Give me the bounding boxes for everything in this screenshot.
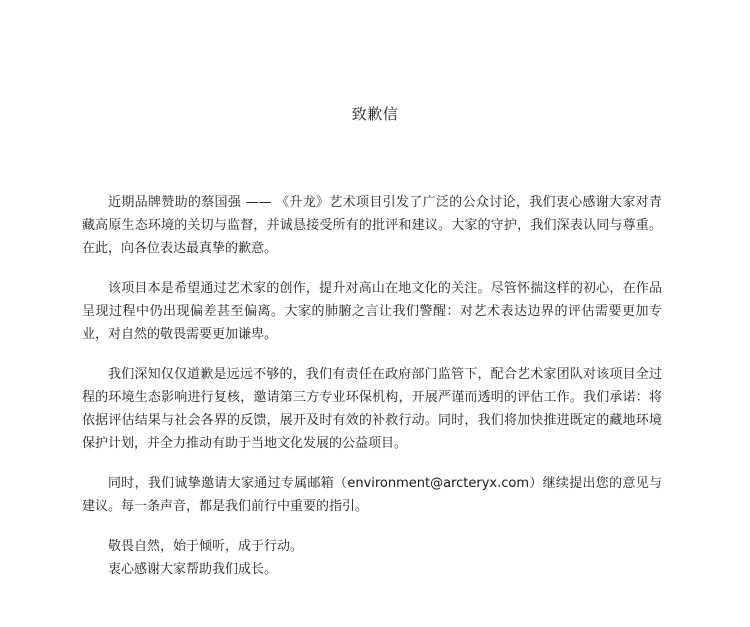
- letter-body: [82, 191, 662, 581]
- paragraph-gratitude-apology: 近期品牌赞助的蔡国强 —— 《升龙》艺术项目引发了广泛的公众讨论，我们衷心感谢大家对青藏高原生态环境的关切与监督，并诚恳接受所有的批评和建议。大家的守护，我们深表认同与尊重。在此，向各位表达最真挚的歉意。: [82, 195, 662, 256]
- paragraph-commitments: 我们深知仅仅道歉是远远不够的，我们有责任在政府部门监管下，配合艺术家团队对该项目全过程的环境生态影响进行复核，邀请第三方专业环保机构，开展严谨而透明的评估工作。我们承诺：将依据评估结果与社会各界的反馈，展开及时有效的补救行动。同时，我们将加快推进既定的藏地环境保护计划，并全力推动有助于当地文化发展的公益项目。: [82, 367, 662, 451]
- closing-line-1: 敬畏自然，始于倾听，成于行动。: [108, 539, 304, 554]
- letter-title: 致歉信: [351, 105, 399, 123]
- paragraph-project-intent: 该项目本是希望通过艺术家的创作，提升对高山在地文化的关注。尽管怀揣这样的初心，在作品呈现过程中仍出现偏差甚至偏离。大家的肺腑之言让我们警醒：对艺术表达边界的评估需要更加专业，对自然的敬畏需要更加谦卑。: [82, 281, 662, 342]
- closing-line-2: 衷心感谢大家帮助我们成长。: [108, 562, 278, 577]
- paragraph-feedback-invitation: 同时，我们诚挚邀请大家通过专属邮箱（environment@arcteryx.com）继续提出您的意见与建议。每一条声音，都是我们前行中重要的指引。: [82, 476, 662, 514]
